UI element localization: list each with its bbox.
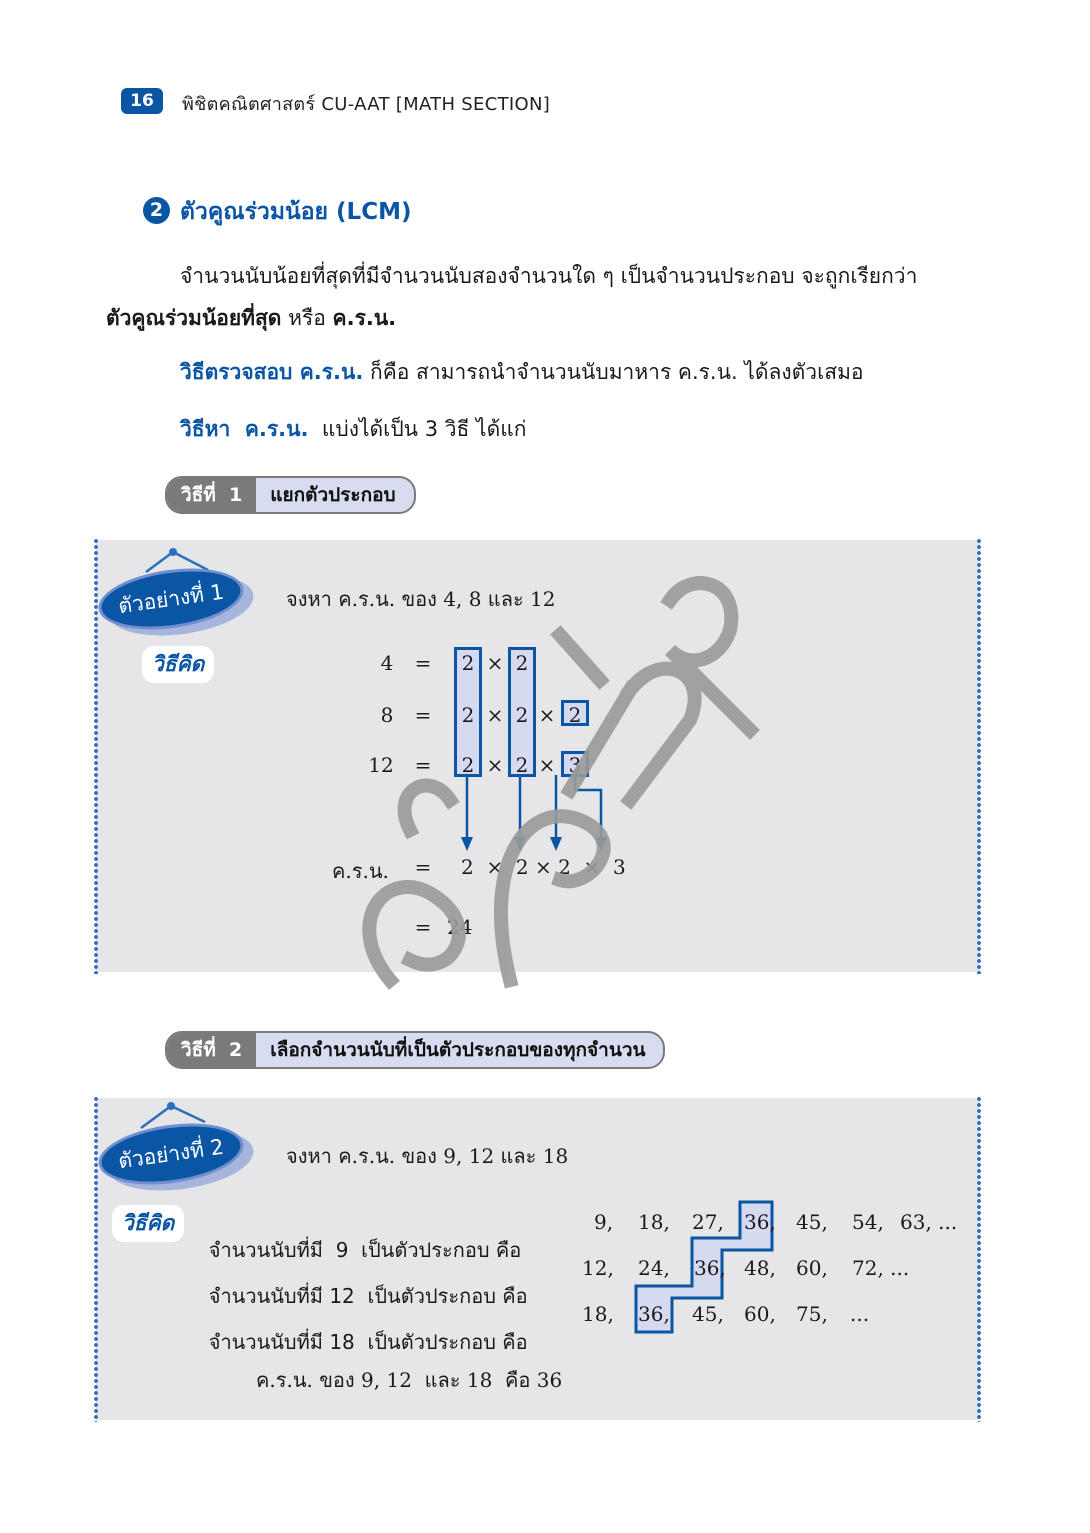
times: × <box>538 703 556 727</box>
multiple: 60, <box>796 1256 828 1280</box>
method-1-title: แยกตัวประกอบ <box>270 484 396 506</box>
factor: 2 <box>515 703 529 727</box>
multiple: 48, <box>744 1256 776 1280</box>
example-2-conclusion: ค.ร.น. ของ 9, 12 และ 18 คือ 36 <box>256 1368 563 1392</box>
multiple: 63, ... <box>900 1210 958 1234</box>
methods-intro-line <box>180 413 526 446</box>
page-number-badge: 16 <box>121 88 163 114</box>
multiple: 9, <box>594 1210 614 1234</box>
multiple: 18, <box>638 1210 670 1234</box>
multiple: 45, <box>692 1302 724 1326</box>
think-label-2: วิธีคิด <box>112 1205 184 1242</box>
multiples-row-12: จำนวนนับที่มี 12 เป็นตัวประกอบ คือ <box>208 1284 528 1308</box>
times: × <box>486 703 504 727</box>
method-1-pill <box>165 476 416 514</box>
multiple: 45, <box>796 1210 828 1234</box>
method-1-tag: วิธีที่ 1 <box>167 478 256 512</box>
lcm-result-label: ค.ร.น. <box>332 859 389 883</box>
multiple-lcm: 36, <box>744 1210 776 1234</box>
factor: 2 <box>568 703 582 727</box>
times: × <box>538 753 556 777</box>
check-text: ก็คือ สามารถนำจำนวนนับมาหาร ค.ร.น. ได้ลงตัวเสมอ <box>363 360 864 384</box>
multiple: 12, <box>582 1256 614 1280</box>
multiple: 24, <box>638 1256 670 1280</box>
factor: 3 <box>568 753 582 777</box>
method-2-title: เลือกจำนวนนับที่เป็นตัวประกอบของทุกจำนวน <box>270 1039 646 1061</box>
lcm-final-value: 24 <box>447 915 473 939</box>
multiple-lcm: 36, <box>638 1302 670 1326</box>
think-label-1: วิธีคิด <box>142 646 214 683</box>
lhs-12: 12 <box>368 753 394 777</box>
multiple: 27, <box>692 1210 724 1234</box>
lhs-4: 4 <box>380 651 394 675</box>
eq: = <box>414 651 432 675</box>
lcm-term: ตัวคูณร่วมน้อยที่สุด <box>106 306 282 330</box>
times: × <box>486 753 504 777</box>
eq: = <box>414 703 432 727</box>
multiple-lcm: 36, <box>694 1256 726 1280</box>
panel-right-border <box>977 538 981 974</box>
multiple: 54, <box>852 1210 884 1234</box>
factor: 2 <box>515 753 529 777</box>
intro-line-1: จำนวนนับน้อยที่สุดที่มีจำนวนนับสองจำนวนใด ๆ เป็นจำนวนประกอบ จะถูกเรียกว่า <box>180 264 918 288</box>
factor: 2 <box>515 651 529 675</box>
multiple: 60, <box>744 1302 776 1326</box>
factor: 2 <box>461 753 475 777</box>
eq: = <box>414 855 432 879</box>
example-2-question: จงหา ค.ร.น. ของ 9, 12 และ 18 <box>286 1144 569 1168</box>
section-title: ตัวคูณร่วมน้อย (LCM) <box>180 199 412 225</box>
example-1-tag: ตัวอย่างที่ 1 <box>98 570 248 630</box>
method-2-pill <box>165 1031 665 1069</box>
eq: = <box>414 753 432 777</box>
multiple: ... <box>850 1302 870 1326</box>
check-label: วิธีตรวจสอบ ค.ร.น. <box>180 360 364 384</box>
multiples-row-18: จำนวนนับที่มี 18 เป็นตัวประกอบ คือ <box>208 1330 528 1354</box>
methods-label: วิธีหา ค.ร.น. <box>180 417 309 441</box>
check-line <box>180 356 864 389</box>
multiple: 72, ... <box>852 1256 910 1280</box>
factor: 2 <box>461 651 475 675</box>
multiple: 18, <box>582 1302 614 1326</box>
section-number-icon: 2 <box>143 197 170 224</box>
example-1-question: จงหา ค.ร.น. ของ 4, 8 และ 12 <box>286 587 556 611</box>
eq: = <box>414 915 432 939</box>
factor-arrows <box>440 775 620 855</box>
lcm-abbr: ค.ร.น. <box>332 306 397 330</box>
multiples-row-9: จำนวนนับที่มี 9 เป็นตัวประกอบ คือ <box>208 1238 522 1262</box>
lcm-result-expression: 2 × 2 × 2 × 3 <box>461 855 626 879</box>
factor: 2 <box>461 703 475 727</box>
lhs-8: 8 <box>380 703 394 727</box>
methods-text: แบ่งได้เป็น 3 วิธี ได้แก่ <box>308 417 527 441</box>
example-2-tag: ตัวอย่างที่ 2 <box>98 1125 248 1185</box>
times: × <box>486 651 504 675</box>
intro-or: หรือ <box>281 306 333 330</box>
intro-line-2 <box>106 302 396 335</box>
multiple: 75, <box>796 1302 828 1326</box>
panel-right-border <box>977 1096 981 1422</box>
method-2-tag: วิธีที่ 2 <box>167 1033 256 1067</box>
running-title: พิชิตคณิตศาสตร์ CU-AAT [MATH SECTION] <box>182 94 551 115</box>
